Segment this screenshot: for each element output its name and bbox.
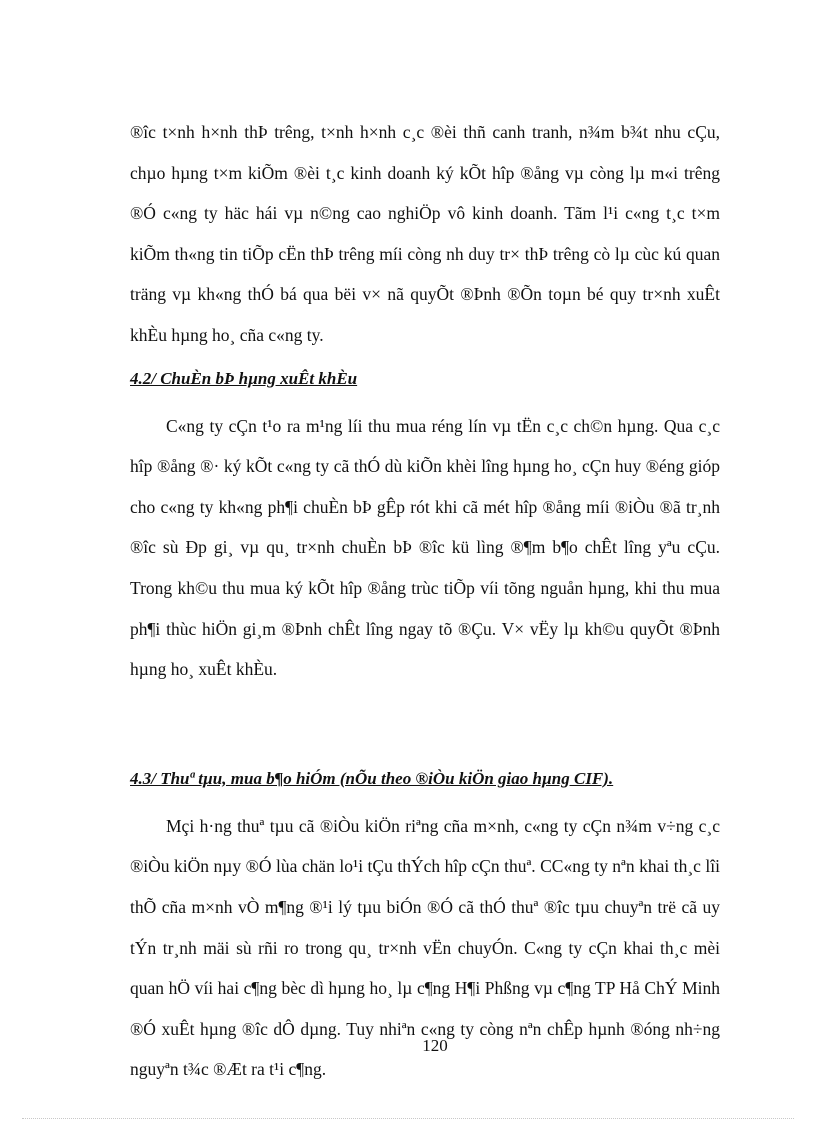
footer-divider — [22, 1118, 794, 1119]
paragraph-intro: ®îc t×nh h×nh thÞ trêng, t×nh h×nh c¸c ®èi thñ canh tranh, n¾m b¾t nhu cÇu, chµo hµng t×m kiÕm ®èi t¸c kinh doanh ký kÕt hîp ®ång vµ còng lµ m«i trêng ®Ó c«ng ty häc hái vµ n©ng cao nghiÖp vô kinh doanh. Tãm l¹i c«ng t¸c t×m kiÕm th«ng tin tiÕp cËn thÞ trêng míi còng nh duy tr× thÞ trêng cò lµ cùc kú quan träng vµ kh«ng thÓ bá qua bëi v× nã quyÕt ®Þnh ®Õn toµn bé quy tr×nh xuÊt khÈu hµng ho¸ cña c«ng ty. — [130, 122, 720, 345]
section-heading-4-3: 4.3/ Thuª tµu, mua b¶o hiÓm (nÕu theo ®iÒu kiÖn giao hµng CIF). — [130, 768, 614, 788]
paragraph-section-4-2: C«ng ty cÇn t¹o ra m¹ng líi thu mua réng lín vµ tËn c¸c ch©n hµng. Qua c¸c hîp ®ång ®· ký kÕt c«ng ty cã thÓ dù kiÕn khèi lîng hµng ho¸ cÇn huy ®éng gióp cho c«ng ty kh«ng ph¶i chuÈn bÞ gÊp rót khi cã mét hîp ®ång míi ®iÒu ®ã tr¸nh ®îc sù Ðp gi¸ vµ qu¸ tr×nh chuÈn bÞ ®îc kü lìng ®¶m b¶o chÊt lîng yªu cÇu. Trong kh©u thu mua ký kÕt hîp ®ång trùc tiÕp víi tõng nguån hµng, khi thu mua ph¶i thùc hiÖn gi¸m ®Þnh chÊt lîng ngay tõ ®Çu. V× vËy lµ kh©u quyÕt ®Þnh hµng ho¸ xuÊt khÈu. — [130, 415, 720, 680]
section-heading-4-2: 4.2/ ChuÈn bÞ hµng xuÊt khÈu — [130, 368, 358, 388]
paragraph-section-4-3: Mçi h·ng thuª tµu cã ®iÒu kiÖn riªng cña m×nh, c«ng ty cÇn n¾m v÷ng c¸c ®iÒu kiÖn nµy ®Ó lùa chän lo¹i tÇu thÝch hîp cÇn thuª. CC«ng ty nªn khai th¸c lîi thÕ cña m×nh vÒ m¶ng ®¹i lý tµu biÓn ®Ó cã thÓ thuª ®îc tµu chuyªn trë cã uy tÝn tr¸nh mäi sù rñi ro trong qu¸ tr×nh vËn chuyÓn. C«ng ty cÇn khai th¸c mèi quan hÖ víi hai c¶ng bèc dì hµng ho¸ lµ c¶ng H¶i Phßng vµ c¶ng TP Hå ChÝ Minh ®Ó xuÊt hµng ®îc dÔ dµng. Tuy nhiªn c«ng ty còng nªn chÊp hµnh ®óng nh÷ng nguyªn t¾c ®Æt ra t¹i c¶ng. — [130, 815, 720, 1080]
page-content — [130, 112, 720, 1090]
page-number: 120 — [422, 1036, 448, 1055]
